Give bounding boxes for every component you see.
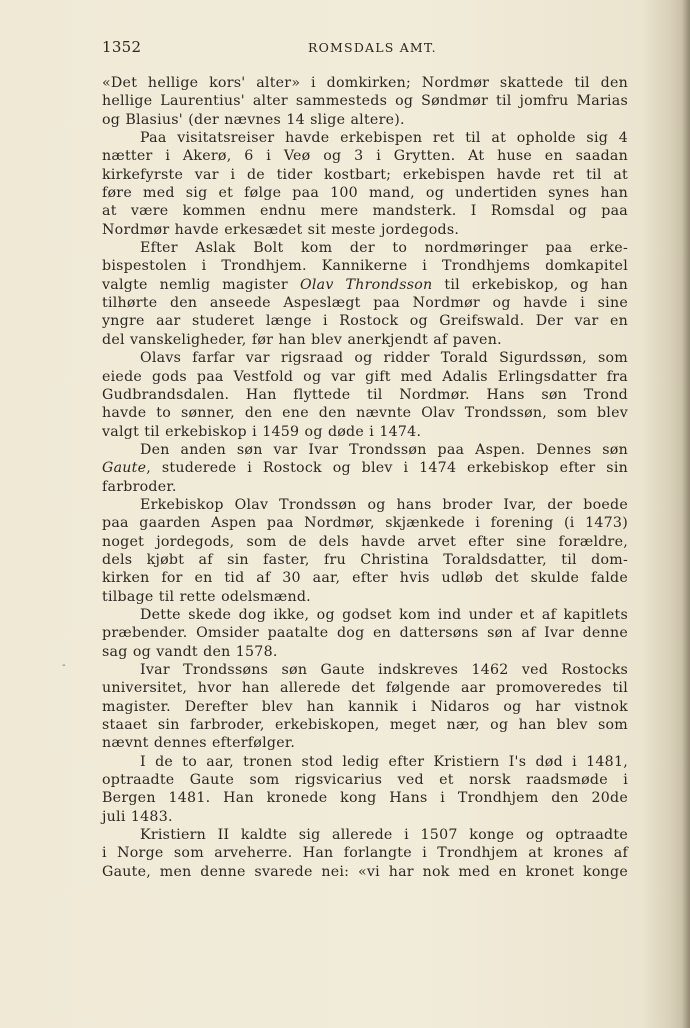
text-line: Gaute, studerede i Rostock og blev i 1474 erkebiskop efter sin [102,460,628,477]
text-line: Paa visitatsreiser havde erkebispen ret til at opholde sig 4 [140,130,628,147]
text-line: del vanskeligheder, før han blev anerkjendt af paven. [102,331,502,348]
text-line: Bergen 1481. Han kronede kong Hans i Trondhjem den 20de [102,790,628,807]
page-number: 1352 [102,38,142,56]
text-line: universitet, hvor han allerede det følgende aar promoveredes til [102,680,628,697]
text-line: kirkefyrste var i de tider kostbart; erkebispen havde ret til at [102,166,628,183]
text-line: føre med sig et følge paa 100 mand, og undertiden synes han [102,185,628,202]
text-line: valgt til erkebiskop i 1459 og døde i 1474. [102,423,422,440]
text-line: eiede gods paa Vestfold og var gift med Adalis Erlingsdatter fra [102,368,628,385]
text-line: juli 1483. [102,808,173,825]
text-line: Efter Aslak Bolt kom der to nordmøringer paa erke- [140,240,628,257]
text-line: valgte nemlig magister Olav Throndsson til erkebiskop, og han [102,276,628,293]
text-line: Ivar Trondssøns søn Gaute indskreves 1462 ved Rostocks [140,662,628,678]
body-text [102,74,628,881]
text-line: dels kjøbt af sin faster, fru Christina Toraldsdatter, til dom- [102,551,628,568]
text-line: tilbage til rette odelsmænd. [102,588,311,605]
text-line: kirken for en tid af 30 aar, efter hvis udløb det skulde falde [102,570,628,587]
text-line: I de to aar, tronen stod ledig efter Kristiern I's død i 1481, [140,753,628,770]
text-line: Den anden søn var Ivar Trondssøn paa Aspen. Dennes søn [140,441,628,458]
text-line: at være kommen endnu mere mandsterk. I Romsdal og paa [102,203,628,220]
page-header [102,38,628,60]
page-edge-shadow [682,0,690,1028]
text-line: farbroder. [102,478,177,495]
text-line: havde to sønner, den ene den nævnte Olav Trondssøn, som blev [102,405,628,422]
text-line: noget jordegods, som de dels havde arvet efter sine forældre, [102,533,628,550]
margin-mark: - [62,660,66,671]
text-line: sag og vandt den 1578. [102,643,278,660]
text-line: yngre aar studeret længe i Rostock og Greifswald. Der var en [102,313,628,330]
text-line: Nordmør havde erkesædet sit meste jordegods. [102,221,460,238]
text-line: magister. Derefter blev han kannik i Nidaros og har vistnok [102,698,628,715]
text-line: præbender. Omsider paatalte dog en dattersøns søn af Ivar denne [102,625,628,642]
text-line: tilhørte den anseede Aspeslægt paa Nordmør og havde i sine [102,295,628,312]
text-line: Erkebiskop Olav Trondssøn og hans broder Ivar, der boede [140,496,628,513]
text-line: Dette skede dog ikke, og godset kom ind under et af kapitlets [140,606,628,623]
text-line: i Norge som arveherre. Han forlangte i Trondhjem at krones af [102,845,628,862]
text-line: Olavs farfar var rigsraad og ridder Torald Sigurdssøn, som [140,350,628,367]
text-line: nævnt dennes efterfølger. [102,735,296,752]
text-line: optraadte Gaute som rigsvicarius ved et norsk raadsmøde i [102,772,628,789]
text-line: Gudbrandsdalen. Han flyttede til Nordmør. Hans søn Trond [102,386,628,403]
text-line: og Blasius' (der nævnes 14 slige altere). [102,111,405,128]
text-line: «Det hellige kors' alter» i domkirken; Nordmør skattede til den [102,75,628,91]
text-line: hellige Laurentius' alter sammesteds og Søndmør til jomfru Marias [102,93,628,110]
text-line: Kristiern II kaldte sig allerede i 1507 konge og optraadte [140,827,628,844]
text-line: staaet sin farbroder, erkebiskopen, meget nær, og han blev som [102,717,628,734]
running-head: ROMSDALS AMT. [308,40,437,55]
text-line: nætter i Akerø, 6 i Veø og 3 i Grytten. At huse en saadan [102,148,628,165]
text-line: Gaute, men denne svarede nei: «vi har nok med en kronet konge [102,863,628,880]
text-line: paa gaarden Aspen paa Nordmør, skjænkede i forening (i 1473) [102,515,628,532]
text-line: bispestolen i Trondhjem. Kannikerne i Trondhjems domkapitel [102,258,628,275]
